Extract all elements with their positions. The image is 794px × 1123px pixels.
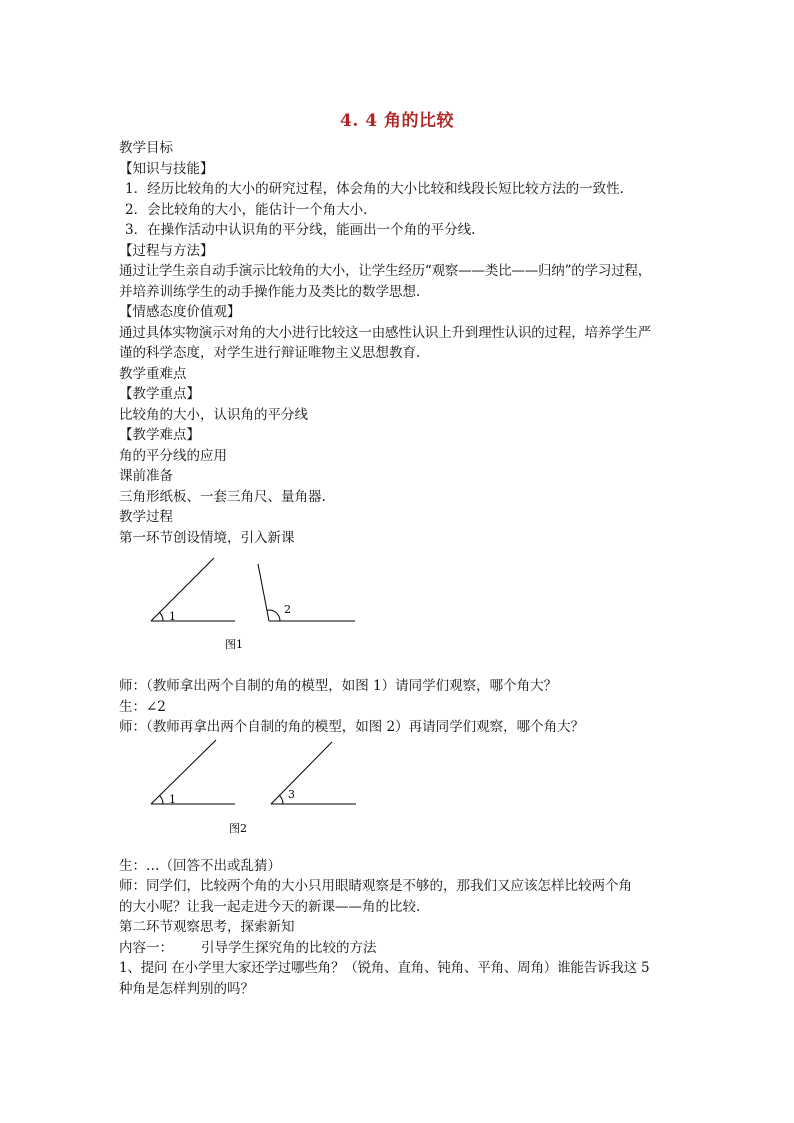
prep-heading: 课前准备 [119,468,173,484]
key-heading: 教学重难点 [119,365,187,382]
dialog1-teacher2: 师：（教师再拿出两个自制的角的模型，如图 2）再请同学们观察，哪个角大？ [119,719,585,735]
angle-3-slanted-ray [271,742,332,804]
emotion-text-1: 通过具体实物演示对角的大小进行比较这一由感性认识上升到理性认识的过程，培养学生严 [119,324,651,341]
difficulty-heading: 【教学难点】 [119,427,200,443]
knowledge-item-1: 1．经历比较角的大小的研究过程，体会角的大小比较和线段长短比较方法的一致性. [125,181,624,197]
angle-3-arc [280,795,284,804]
dialog1-teacher: 师：（教师拿出两个自制的角的模型，如图 1）请同学们观察，哪个角大？ [119,678,558,694]
dialog2-student: 生：…（回答不出或乱猜） [119,857,281,874]
dialog2-teacher-2: 的大小呢？让我一起走进今天的新课——角的比较. [119,898,421,915]
process-heading: 【过程与方法】 [119,242,214,259]
figure-1-caption: 图1 [225,638,243,651]
key-point-heading: 【教学重点】 [119,386,200,402]
process-text-2: 并培养训练学生的动手操作能力及类比的数学思想. [119,283,421,300]
fig2-angle-1-arc [160,795,164,804]
document-body [119,138,689,999]
angle-2-label: 2 [284,603,291,616]
question-1-line-1: 1、提问 在小学里大家还学过哪些角？（锐角、直角、钝角、平角、周角）谁能告诉我这 5 [119,960,650,976]
figure-1-diagram [119,548,689,676]
student-answer: ∠2 [146,698,166,715]
key-point-text: 比较角的大小，认识角的平分线 [119,406,308,423]
process-text-1: 通过让学生亲自动手演示比较角的大小，让学生经历“观察——类比——归纳”的学习过程， [119,263,652,279]
content-text: 引导学生探究角的比较的方法 [201,939,377,956]
question-1-line-2: 种角是怎样判别的吗？ [119,980,254,997]
student-prefix: 生： [119,698,146,715]
dialog1-student [119,697,689,718]
figure-1 [119,548,689,676]
angle-1-slanted-ray [151,558,214,621]
process2-heading: 教学过程 [119,509,173,525]
content-one [119,938,689,959]
content-label: 内容一： [119,939,173,956]
page-title: 4. 4 角的比较 [340,111,454,131]
angle-1-arc [160,613,164,622]
angle-1-label: 1 [169,610,176,623]
knowledge-heading: 【知识与技能】 [119,160,214,177]
fig2-angle-1-label: 1 [169,792,176,806]
fig2-angle-1-slanted-ray [151,740,216,804]
angle-2-slanted-ray [258,564,269,621]
figure-2 [119,738,689,856]
knowledge-item-2: 2．会比较角的大小，能估计一个角大小. [125,201,368,218]
step1-heading: 第一环节创设情境，引入新课 [119,529,295,546]
emotion-heading: 【情感态度价值观】 [119,304,241,320]
difficulty-text: 角的平分线的应用 [119,447,227,464]
goal-heading: 教学目标 [119,140,173,156]
dialog2-teacher-1: 师：同学们，比较两个角的大小只用眼睛观察是不够的，那我们又应该怎样比较两个角 [119,878,632,894]
knowledge-item-3: 3．在操作活动中认识角的平分线，能画出一个角的平分线. [125,222,476,238]
angle-3-label: 3 [288,787,295,801]
figure-2-caption: 图2 [229,821,247,835]
prep-text: 三角形纸板、一套三角尺、量角器. [119,488,326,505]
figure-2-diagram [119,738,689,856]
emotion-text-2: 谨的科学态度，对学生进行辩证唯物主义思想教育. [119,345,421,361]
step2-heading: 第二环节观察思考，探索新知 [119,919,295,935]
